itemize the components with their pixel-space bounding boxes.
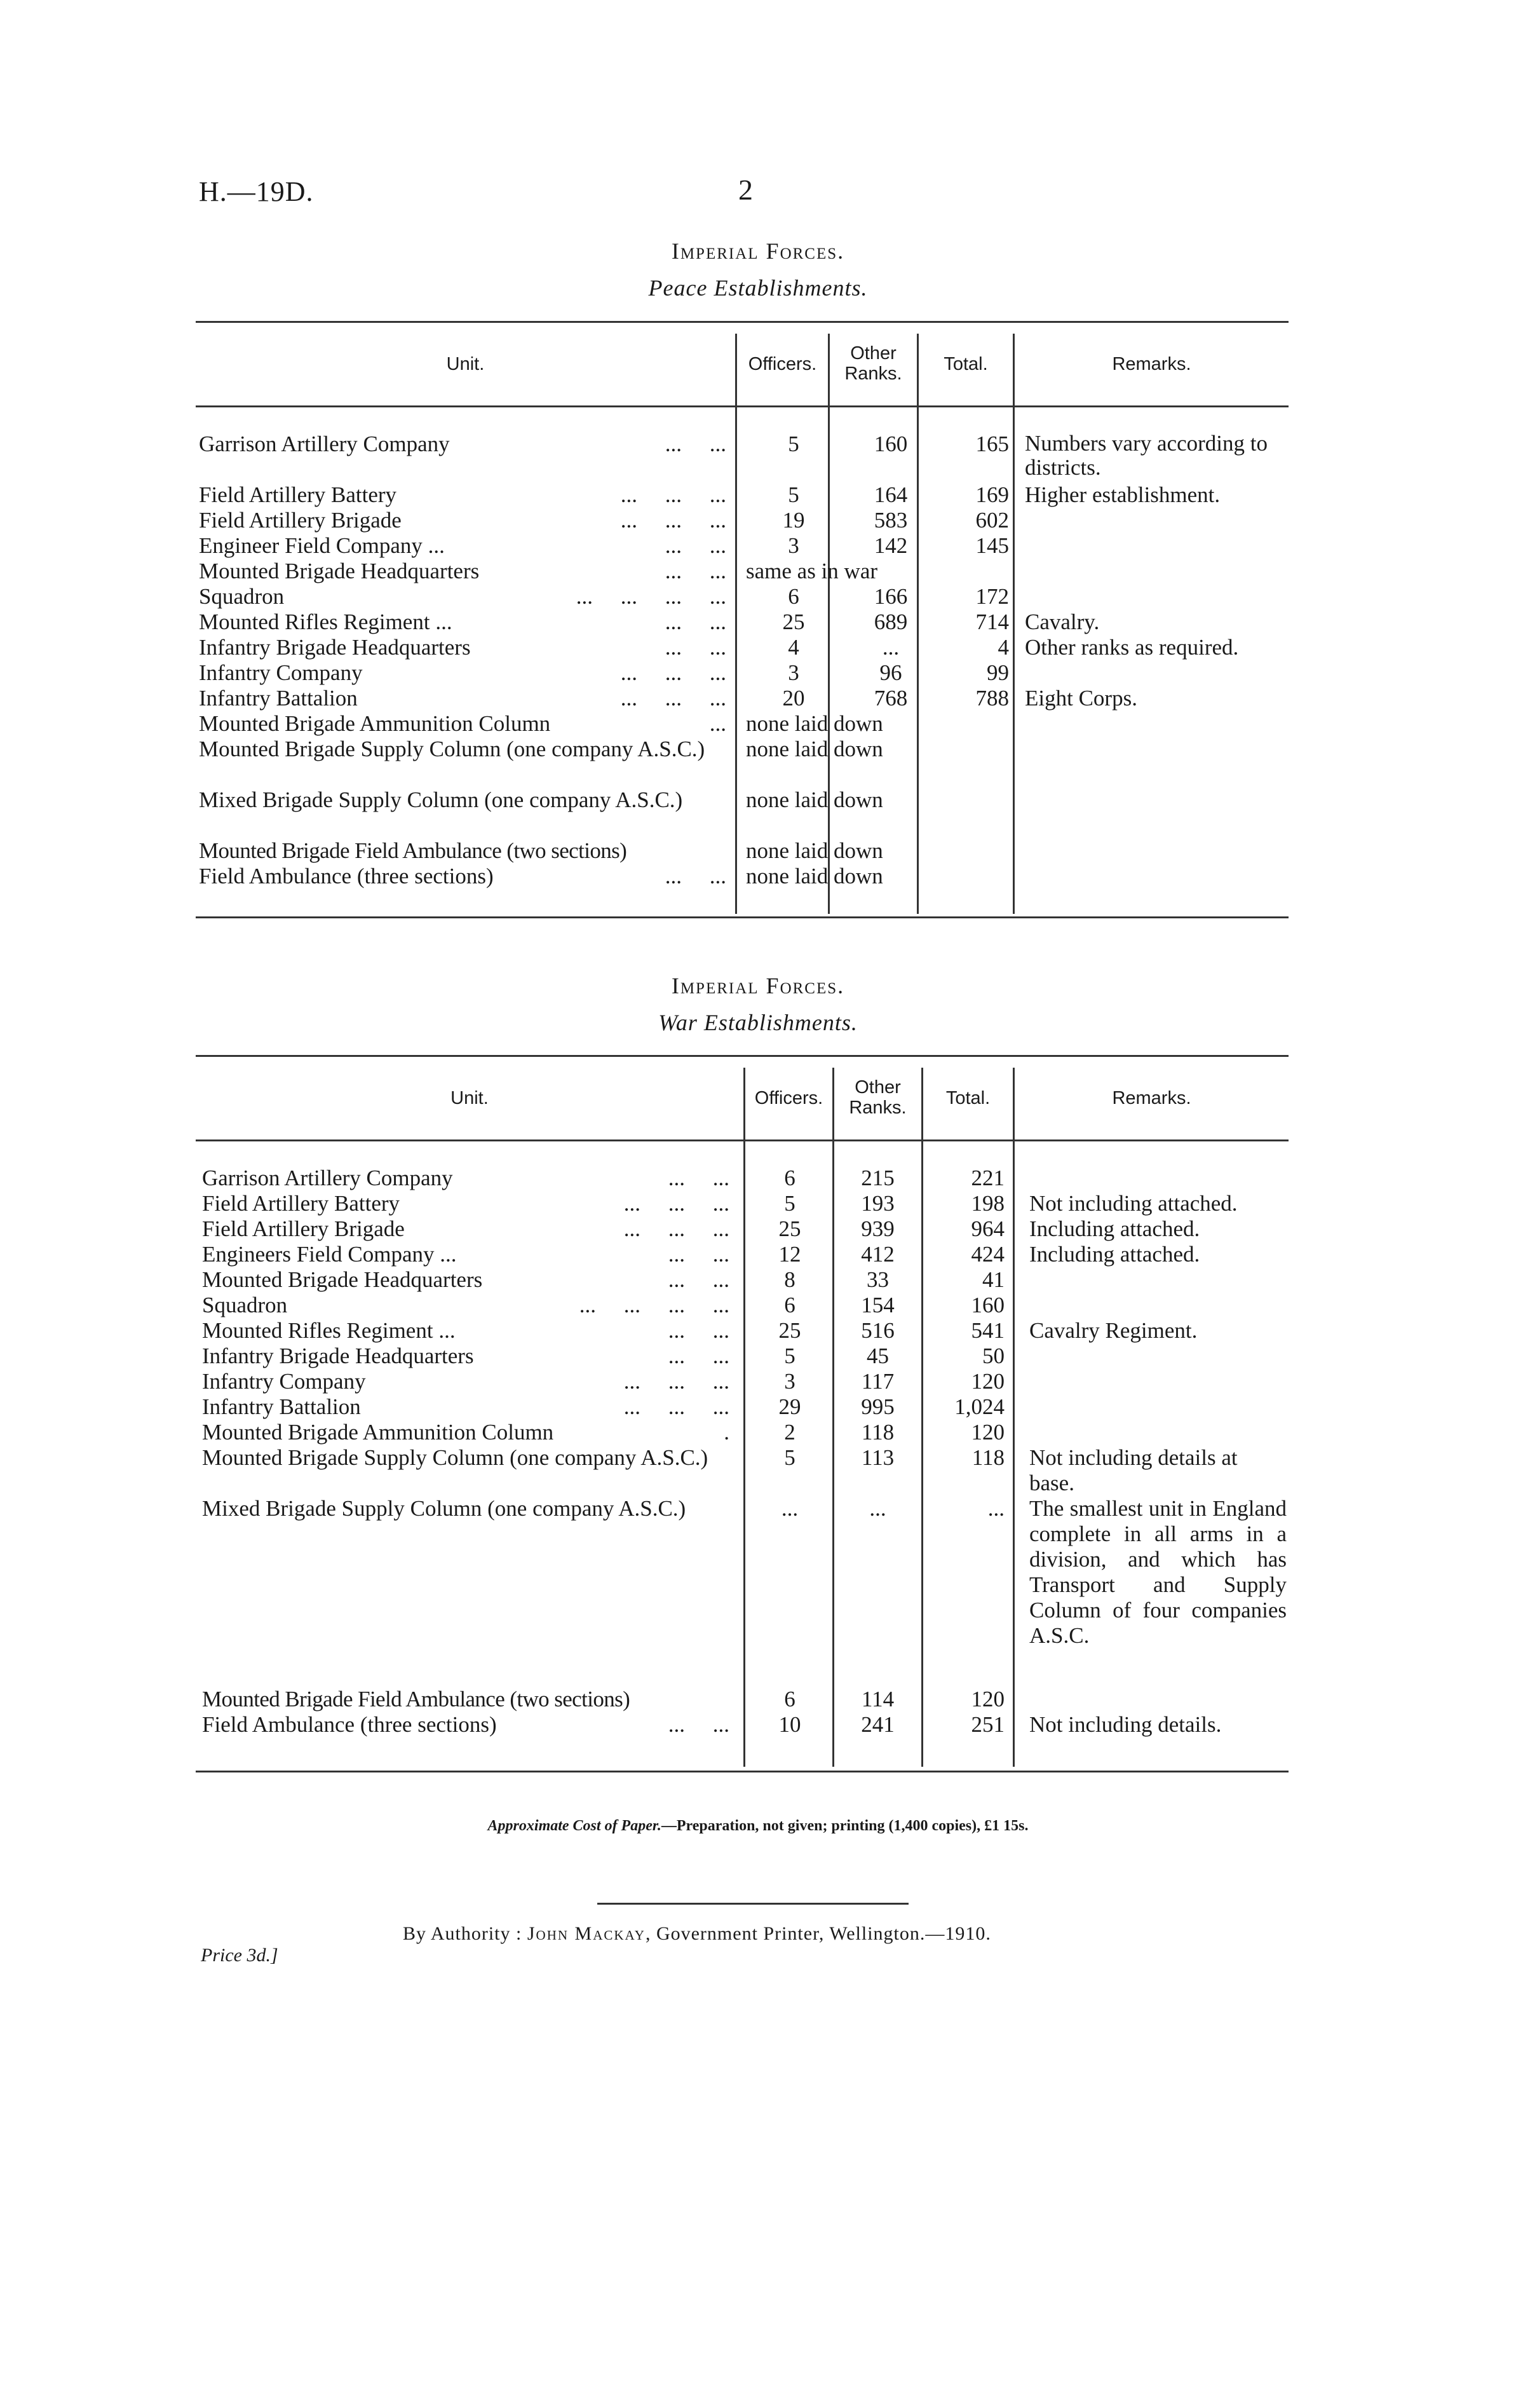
peace-top-rule	[196, 321, 1289, 323]
officers-cell: 4	[788, 635, 799, 660]
officers-cell: 10	[778, 1712, 801, 1737]
total-cell: 602	[975, 508, 1009, 533]
unit-cell	[199, 482, 726, 508]
total-cell: 145	[975, 533, 1009, 558]
other-ranks-cell: 114	[861, 1687, 895, 1711]
remarks-cell	[1025, 432, 1289, 480]
officers-cell: none laid down	[746, 711, 883, 736]
leader-dots: ... ...	[668, 1242, 729, 1267]
other-ranks-cell: 516	[861, 1318, 895, 1343]
unit-name: Mixed Brigade Supply Column (one company A.S.C.)	[202, 1496, 686, 1521]
war-title: Imperial Forces.	[671, 973, 845, 998]
war-col-remarks: Remarks.	[1112, 1088, 1191, 1108]
war-bottom-rule	[196, 1771, 1289, 1772]
leader-dots: ... ... ...	[623, 1394, 729, 1419]
war-col-other	[834, 1077, 921, 1118]
peace-col-officers: Officers.	[748, 354, 817, 374]
unit-cell	[202, 1343, 729, 1369]
other-ranks-cell: 193	[861, 1191, 895, 1216]
authority-rule	[597, 1903, 909, 1905]
leader-dots: ... ...	[665, 635, 726, 660]
unit-cell	[199, 584, 726, 609]
unit-cell	[199, 508, 726, 533]
leader-dots: ... ...	[668, 1343, 729, 1368]
unit-cell	[199, 787, 726, 813]
war-table	[196, 1055, 1292, 1773]
leader-dots: ... ... ...	[620, 508, 726, 533]
leader-dots: ... ...	[665, 533, 726, 558]
unit-name: Squadron	[199, 584, 285, 609]
unit-name: Infantry Company	[199, 660, 363, 685]
unit-name: Field Artillery Battery	[202, 1191, 400, 1216]
unit-name: Mounted Brigade Supply Column (one company A.S.C.)	[199, 737, 705, 761]
war-subtitle: War Establishments.	[658, 1010, 858, 1035]
leader-dots: ...	[709, 711, 726, 736]
unit-name: Field Ambulance (three sections)	[199, 864, 494, 888]
unit-cell	[202, 1191, 729, 1216]
unit-name: Mounted Rifles Regiment ...	[202, 1318, 456, 1343]
other-ranks-cell: 33	[867, 1267, 889, 1292]
war-col-other-line2: Ranks.	[849, 1098, 907, 1118]
total-cell: 4	[998, 635, 1009, 660]
other-ranks-cell: 118	[861, 1420, 895, 1445]
war-top-rule	[196, 1055, 1289, 1057]
unit-cell	[202, 1369, 729, 1394]
document-code: H.—19D.	[199, 176, 314, 207]
peace-col-remarks: Remarks.	[1112, 354, 1191, 374]
total-cell: 41	[982, 1267, 1005, 1292]
printer-name: John Mackay	[527, 1923, 646, 1944]
officers-cell: none laid down	[746, 838, 883, 863]
unit-cell	[202, 1293, 729, 1318]
leader-dots: ... ... ...	[620, 660, 726, 685]
page-number: 2	[738, 173, 753, 206]
peace-col-other	[830, 343, 917, 384]
unit-cell	[199, 660, 726, 686]
remarks-cell: Not including details at base.	[1029, 1445, 1243, 1495]
other-ranks-cell: 215	[861, 1166, 895, 1190]
total-cell: 120	[971, 1420, 1005, 1445]
other-ranks-cell: 768	[874, 686, 908, 711]
unit-cell	[202, 1166, 729, 1191]
peace-title: Imperial Forces.	[671, 238, 845, 264]
unit-cell	[202, 1267, 729, 1293]
peace-col-other-line1: Other	[850, 343, 897, 364]
leader-dots: ... ... ...	[620, 482, 726, 507]
unit-cell	[199, 711, 726, 737]
officers-cell: 5	[788, 482, 799, 507]
unit-cell	[202, 1687, 729, 1712]
officers-cell: 5	[784, 1191, 795, 1216]
remarks-cell: Including attached.	[1029, 1242, 1200, 1267]
unit-name: Infantry Battalion	[202, 1394, 361, 1419]
unit-name: Engineers Field Company ...	[202, 1242, 457, 1267]
unit-name: Mounted Brigade Field Ambulance (two sections)	[202, 1687, 630, 1711]
officers-cell: none laid down	[746, 864, 883, 888]
other-ranks-cell: 412	[861, 1242, 895, 1267]
officers-cell: 6	[788, 584, 799, 609]
leader-dots: ... ... ...	[623, 1216, 729, 1241]
leader-dots: ... ...	[668, 1318, 729, 1343]
unit-name: Mixed Brigade Supply Column (one company A.S.C.)	[199, 787, 683, 812]
remarks-cell: Including attached.	[1029, 1216, 1200, 1241]
authority-suffix: , Government Printer, Wellington.—1910.	[645, 1923, 991, 1944]
officers-cell: 3	[784, 1369, 795, 1394]
leader-dots: ... ...	[665, 559, 726, 583]
other-ranks-cell: 995	[861, 1394, 895, 1419]
total-cell: 50	[982, 1343, 1005, 1368]
officers-cell: 3	[788, 660, 799, 685]
unit-name: Field Artillery Brigade	[202, 1216, 405, 1241]
total-cell: 714	[975, 609, 1009, 634]
unit-cell	[202, 1242, 729, 1267]
officers-cell: 29	[778, 1394, 801, 1419]
unit-name: Mounted Brigade Field Ambulance (two sections)	[199, 838, 627, 863]
remarks-cell: Not including details.	[1029, 1712, 1222, 1737]
leader-dots: ... ... ...	[623, 1191, 729, 1216]
leader-dots: ... ... ...	[620, 686, 726, 711]
leader-dots: ... ...	[668, 1166, 729, 1190]
officers-cell: 6	[784, 1293, 795, 1317]
leader-dots: ... ...	[668, 1712, 729, 1737]
total-cell: ...	[987, 1496, 1005, 1521]
officers-cell: same as in war	[746, 559, 878, 583]
unit-name: Infantry Battalion	[199, 686, 358, 711]
officers-cell: 12	[778, 1242, 801, 1267]
total-cell: 99	[987, 660, 1009, 685]
unit-name: Garrison Artillery Company	[199, 432, 450, 456]
unit-cell	[202, 1394, 729, 1420]
total-cell: 1,024	[954, 1394, 1005, 1419]
leader-dots: .	[724, 1420, 729, 1445]
total-cell: 118	[971, 1445, 1005, 1470]
peace-table	[196, 321, 1289, 918]
other-ranks-cell: ...	[882, 635, 900, 660]
remarks-cell: Other ranks as required.	[1025, 635, 1239, 660]
unit-name: Infantry Brigade Headquarters	[202, 1343, 474, 1368]
cost-of-paper	[0, 1818, 1516, 1835]
unit-name: Mounted Brigade Supply Column (one company A.S.C.)	[202, 1445, 708, 1470]
leader-dots: ... ...	[665, 432, 726, 456]
unit-cell	[199, 864, 726, 889]
other-ranks-cell: 45	[867, 1343, 889, 1368]
other-ranks-cell: 154	[861, 1293, 895, 1317]
remarks-text: Numbers vary according to districts.	[1025, 431, 1273, 480]
other-ranks-cell: 117	[861, 1369, 895, 1394]
remarks-cell: Cavalry.	[1025, 609, 1100, 634]
war-divider-4	[1013, 1068, 1015, 1767]
leader-dots: ... ...	[665, 864, 726, 888]
unit-cell	[199, 737, 726, 762]
unit-cell	[202, 1318, 729, 1343]
total-cell: 251	[971, 1712, 1005, 1737]
peace-col-unit: Unit.	[446, 354, 485, 374]
leader-dots: ... ... ... ...	[576, 584, 726, 609]
unit-cell	[199, 432, 726, 457]
officers-cell: 5	[784, 1343, 795, 1368]
total-cell: 541	[971, 1318, 1005, 1343]
other-ranks-cell: 142	[874, 533, 908, 558]
war-col-unit: Unit.	[450, 1088, 489, 1108]
other-ranks-cell: 583	[874, 508, 908, 533]
unit-cell	[202, 1445, 729, 1471]
officers-cell: 6	[784, 1687, 795, 1711]
officers-cell: 25	[782, 609, 805, 634]
other-ranks-cell: 241	[861, 1712, 895, 1737]
leader-dots: ... ...	[665, 609, 726, 634]
peace-subtitle: Peace Establishments.	[648, 275, 868, 301]
war-header-rule	[196, 1139, 1289, 1141]
peace-bottom-rule	[196, 916, 1289, 918]
unit-cell	[199, 559, 726, 584]
officers-cell: none laid down	[746, 787, 883, 812]
unit-name: Field Artillery Brigade	[199, 508, 402, 533]
officers-cell: 20	[782, 686, 805, 711]
cost-text: —Preparation, not given; printing (1,400 copies), £1 15s.	[661, 1818, 1029, 1834]
unit-cell	[199, 609, 726, 635]
remarks-cell: Eight Corps.	[1025, 686, 1137, 711]
unit-name: Field Artillery Battery	[199, 482, 397, 507]
war-divider-1	[743, 1068, 745, 1767]
other-ranks-cell: 160	[874, 432, 908, 456]
other-ranks-cell: 166	[874, 584, 908, 609]
other-ranks-cell: 96	[879, 660, 902, 685]
remarks-cell: Higher establishment.	[1025, 482, 1221, 507]
officers-cell: 19	[782, 508, 805, 533]
cost-label: Approximate Cost of Paper.	[487, 1818, 661, 1834]
total-cell: 788	[975, 686, 1009, 711]
remarks-cell: Not including attached.	[1029, 1191, 1238, 1216]
unit-cell	[202, 1496, 729, 1521]
unit-name: Field Ambulance (three sections)	[202, 1712, 497, 1737]
total-cell: 165	[975, 432, 1009, 456]
total-cell: 424	[971, 1242, 1005, 1267]
officers-cell: none laid down	[746, 737, 883, 761]
remarks-cell: The smallest unit in England complete in all arms in a division, and which has Transport and Supply Column of four companies A.S.C.	[1029, 1496, 1292, 1648]
war-col-other-line1: Other	[855, 1077, 901, 1098]
remarks-cell: Cavalry Regiment.	[1029, 1318, 1198, 1343]
authority-line	[403, 1923, 991, 1945]
unit-name: Squadron	[202, 1293, 288, 1317]
unit-cell	[199, 533, 726, 559]
total-cell: 169	[975, 482, 1009, 507]
unit-name: Infantry Brigade Headquarters	[199, 635, 471, 660]
peace-divider-4	[1013, 334, 1015, 914]
officers-cell: 3	[788, 533, 799, 558]
officers-cell: 5	[784, 1445, 795, 1470]
leader-dots: ... ... ... ...	[579, 1293, 729, 1317]
unit-cell	[202, 1216, 729, 1242]
other-ranks-cell: 164	[874, 482, 908, 507]
total-cell: 198	[971, 1191, 1005, 1216]
unit-name: Mounted Brigade Ammunition Column	[202, 1420, 554, 1445]
total-cell: 172	[975, 584, 1009, 609]
unit-name: Garrison Artillery Company	[202, 1166, 453, 1190]
unit-name: Mounted Brigade Headquarters	[202, 1267, 483, 1292]
total-cell: 120	[971, 1687, 1005, 1711]
authority-prefix: By Authority :	[403, 1923, 527, 1944]
peace-col-other-line2: Ranks.	[844, 364, 902, 384]
unit-cell	[199, 686, 726, 711]
war-col-officers: Officers.	[754, 1088, 823, 1108]
officers-cell: 5	[788, 432, 799, 456]
unit-name: Mounted Brigade Headquarters	[199, 559, 480, 583]
other-ranks-cell: ...	[869, 1496, 886, 1521]
unit-name: Mounted Brigade Ammunition Column	[199, 711, 551, 736]
leader-dots: ... ... ...	[623, 1369, 729, 1394]
officers-cell: 2	[784, 1420, 795, 1445]
unit-cell	[199, 838, 726, 864]
officers-cell: 6	[784, 1166, 795, 1190]
peace-divider-1	[735, 334, 737, 914]
unit-name: Mounted Rifles Regiment ...	[199, 609, 452, 634]
unit-name: Infantry Company	[202, 1369, 366, 1394]
leader-dots: ... ...	[668, 1267, 729, 1292]
other-ranks-cell: 113	[861, 1445, 895, 1470]
total-cell: 120	[971, 1369, 1005, 1394]
total-cell: 160	[971, 1293, 1005, 1317]
officers-cell: 25	[778, 1216, 801, 1241]
price-note: Price 3d.]	[201, 1945, 278, 1966]
officers-cell: 8	[784, 1267, 795, 1292]
unit-cell	[202, 1712, 729, 1738]
unit-name: Engineer Field Company ...	[199, 533, 445, 558]
peace-col-total: Total.	[944, 354, 988, 374]
peace-header-rule	[196, 405, 1289, 407]
total-cell: 221	[971, 1166, 1005, 1190]
war-col-total: Total.	[945, 1088, 991, 1108]
unit-cell	[202, 1420, 729, 1445]
other-ranks-cell: 689	[874, 609, 908, 634]
total-cell: 964	[971, 1216, 1005, 1241]
officers-cell: ...	[781, 1496, 799, 1521]
officers-cell: 25	[778, 1318, 801, 1343]
unit-cell	[199, 635, 726, 660]
other-ranks-cell: 939	[861, 1216, 895, 1241]
